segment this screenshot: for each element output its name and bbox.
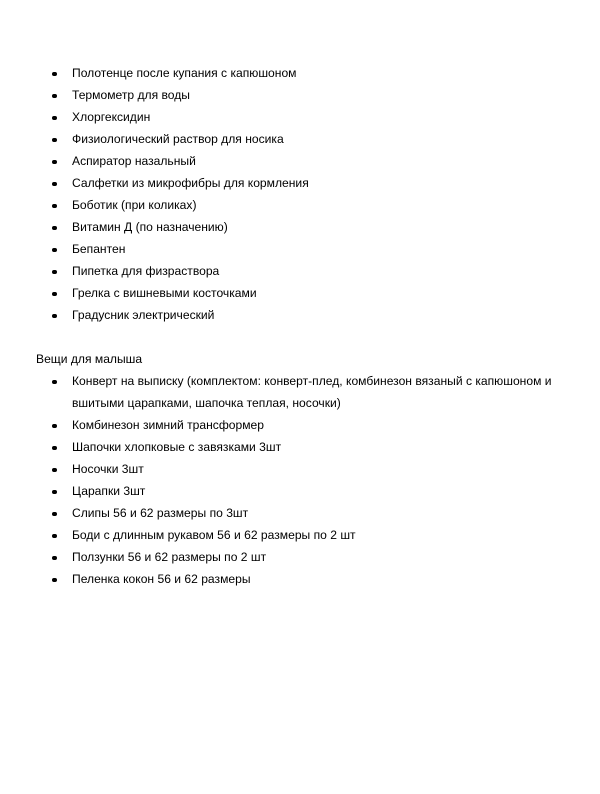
list-item: Конверт на выписку (комплектом: конверт-плед, комбинезон вязаный с капюшоном и вшитыми царапками, шапочка теплая, носочки) [36,370,570,414]
list-item: Пеленка кокон 56 и 62 размеры [36,568,570,590]
list-item: Слипы 56 и 62 размеры по 3шт [36,502,570,524]
list-item: Ползунки 56 и 62 размеры по 2 шт [36,546,570,568]
paragraph-spacer [36,326,570,348]
list-item: Грелка с вишневыми косточками [36,282,570,304]
list-item: Салфетки из микрофибры для кормления [36,172,570,194]
list-item: Носочки 3шт [36,458,570,480]
list-item: Шапочки хлопковые с завязками 3шт [36,436,570,458]
list-item: Физиологический раствор для носика [36,128,570,150]
list-item: Комбинезон зимний трансформер [36,414,570,436]
list-item: Хлоргексидин [36,106,570,128]
section-heading-baby-items: Вещи для малыша [36,352,143,366]
document-body [36,62,570,590]
list-item: Боди с длинным рукавом 56 и 62 размеры по 2 шт [36,524,570,546]
list-item: Бепантен [36,238,570,260]
list-item: Витамин Д (по назначению) [36,216,570,238]
list-item: Пипетка для физраствора [36,260,570,282]
checklist-care-items [36,62,570,326]
list-item: Царапки 3шт [36,480,570,502]
list-item: Полотенце после купания с капюшоном [36,62,570,84]
list-item: Градусник электрический [36,304,570,326]
list-item: Боботик (при коликах) [36,194,570,216]
list-item: Аспиратор назальный [36,150,570,172]
list-item: Термометр для воды [36,84,570,106]
checklist-baby-items [36,370,570,590]
